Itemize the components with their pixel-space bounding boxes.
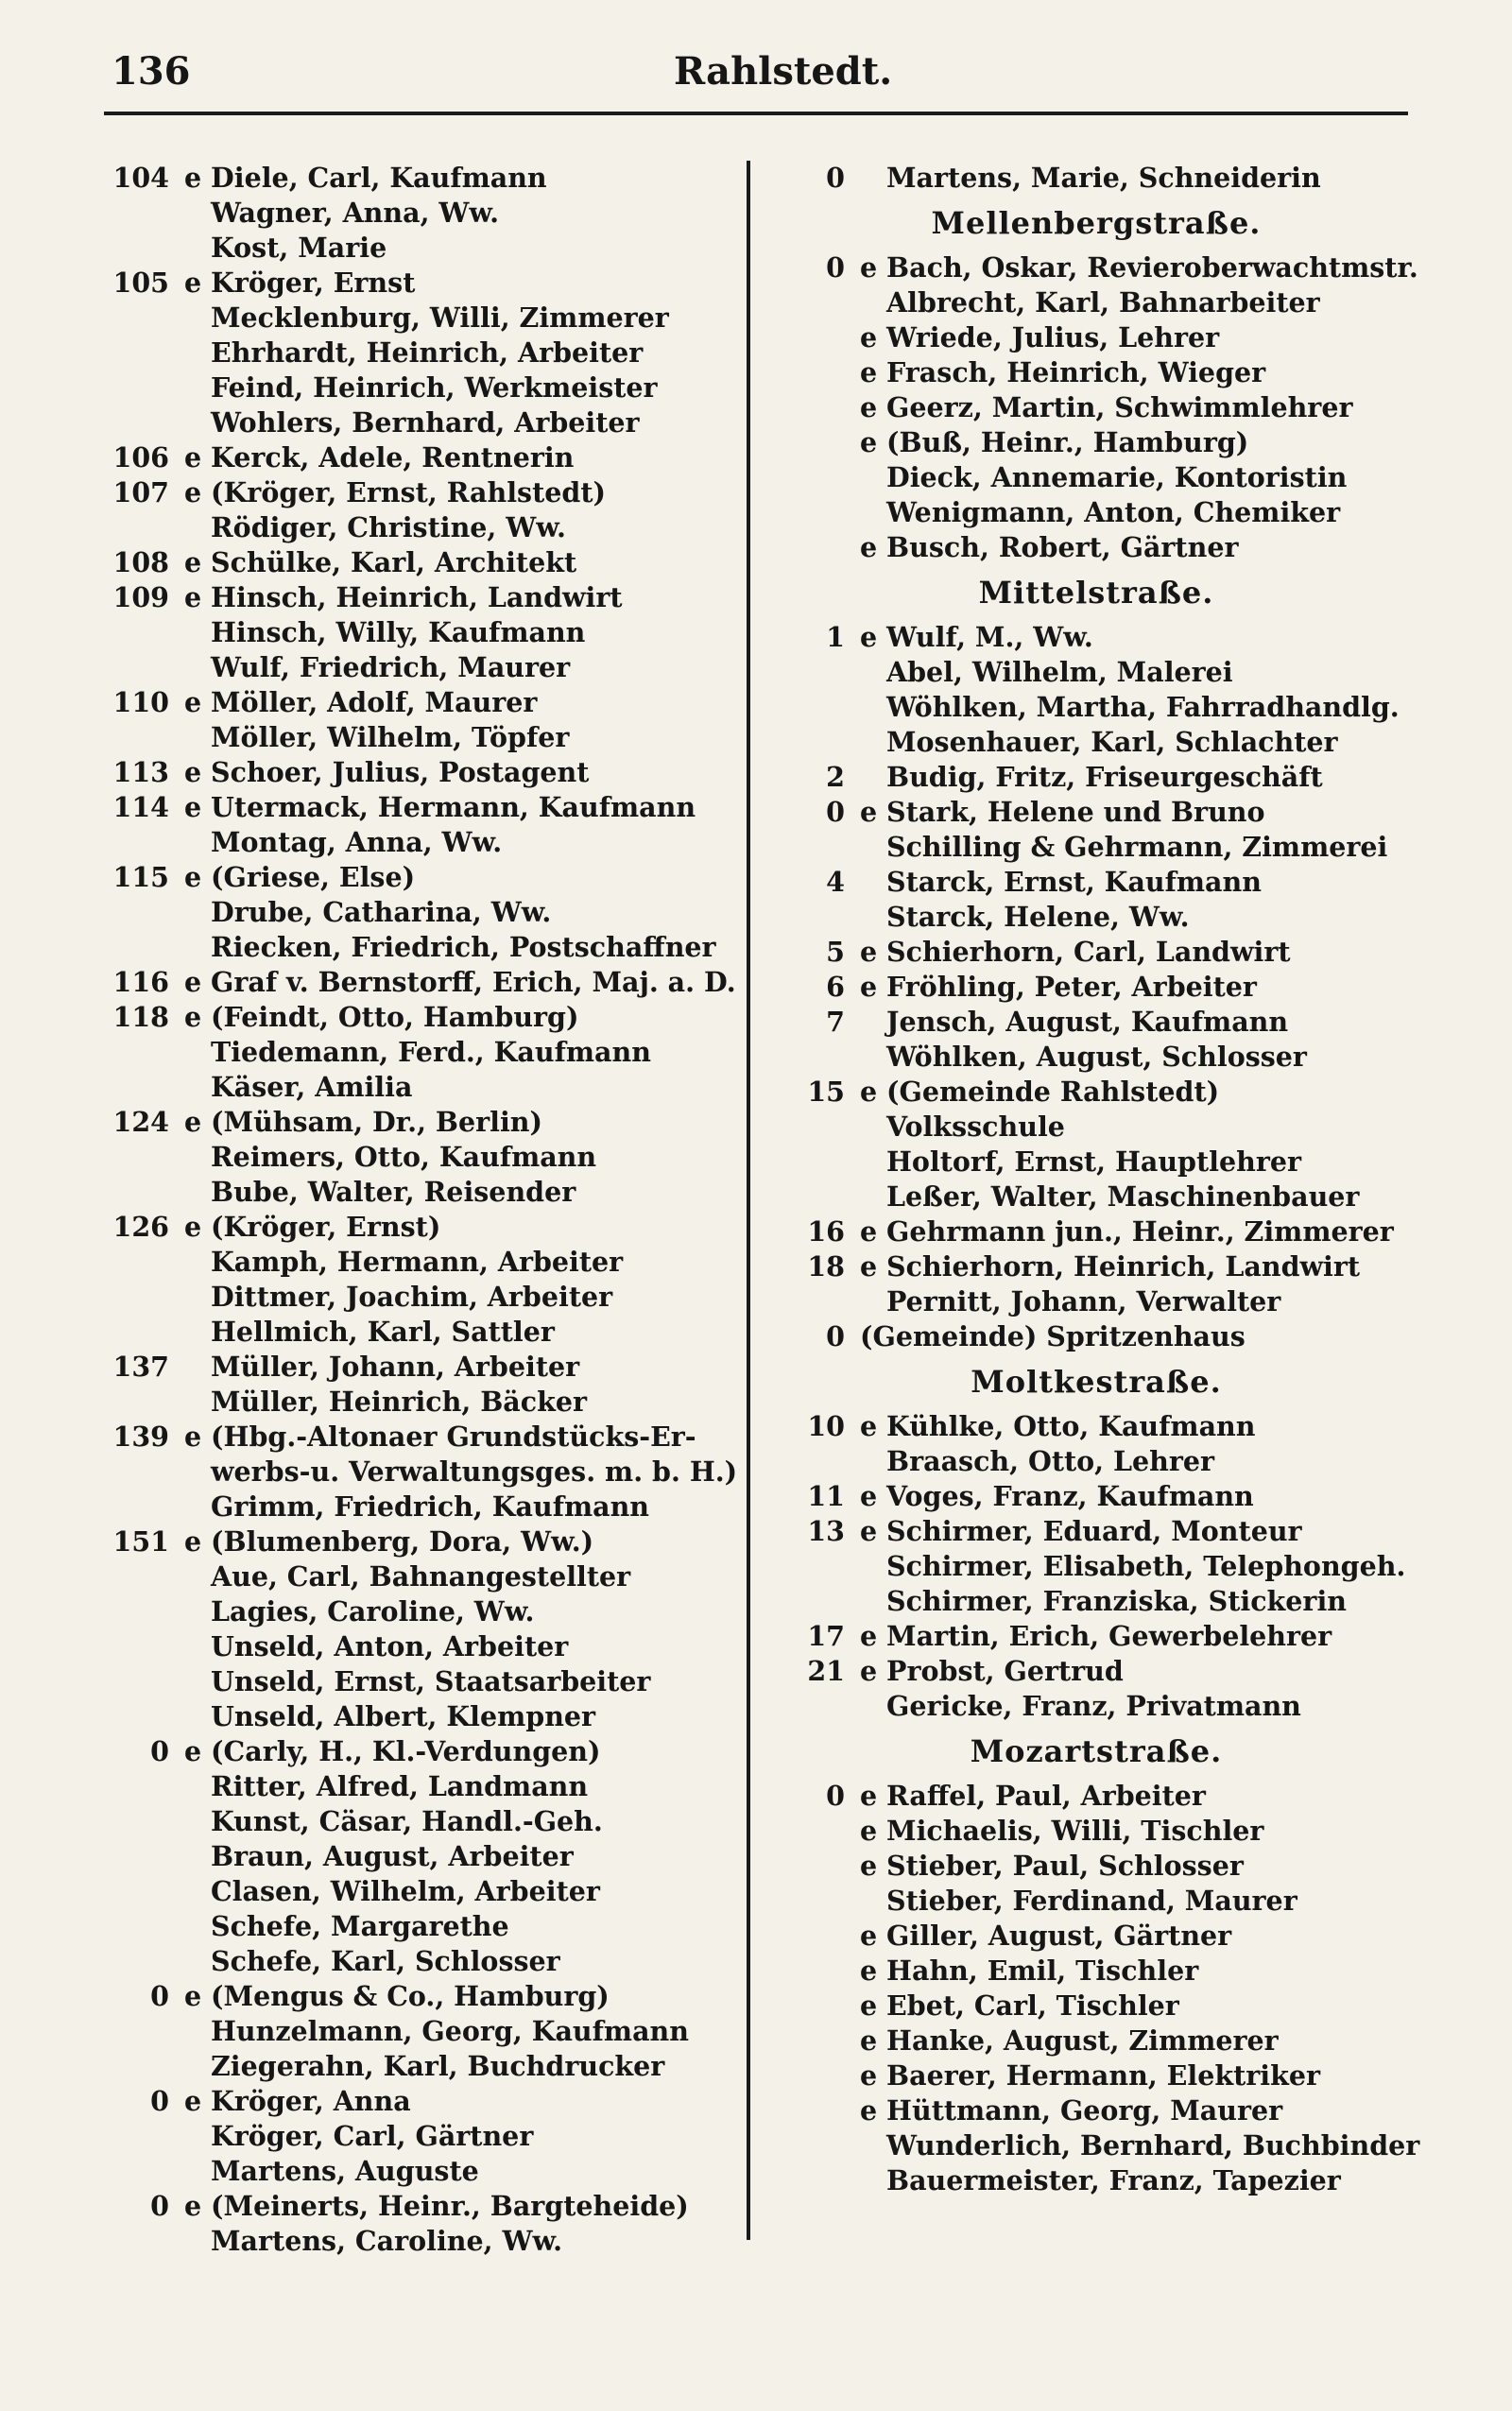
entry-text: Pernitt, Johann, Verwalter [886,1285,1281,1317]
entry-text: (Gemeinde) Spritzenhaus [860,1320,1246,1352]
entry-text: Wunderlich, Bernhard, Buchbinder [886,2129,1420,2161]
directory-entry [109,545,737,580]
entry-text: e Bach, Oskar, Revieroberwachtmstr. [860,251,1418,284]
entry-text: Ritter, Alfred, Landmann [211,1770,589,1802]
entry-text: Mosenhauer, Karl, Schlachter [886,726,1338,758]
directory-entry [109,1140,737,1175]
house-number: 18 [807,1250,845,1283]
entry-text: Wagner, Anna, Ww. [211,197,500,229]
directory-entry [109,1455,737,1490]
directory-entry [109,196,737,231]
directory-entry [109,720,737,755]
directory-entry [109,1350,737,1385]
entry-text: Reimers, Otto, Kaufmann [211,1141,597,1173]
entry-text: Albrecht, Karl, Bahnarbeiter [886,286,1320,319]
directory-entry [784,760,1408,795]
entry-text: e Kröger, Ernst [184,267,416,299]
directory-entry [109,266,737,301]
directory-entry [784,865,1408,900]
directory-entry [784,2163,1408,2198]
house-number: 106 [112,441,169,474]
entry-text: e Fröhling, Peter, Arbeiter [860,971,1257,1003]
directory-entry [109,2119,737,2154]
directory-entry [784,285,1408,320]
entry-text: Kröger, Carl, Gärtner [211,2120,534,2152]
directory-entry [784,1654,1408,1689]
directory-entry [784,425,1408,460]
directory-entry [784,900,1408,935]
house-number: 16 [807,1215,845,1248]
entry-text: Rödiger, Christine, Ww. [211,511,566,543]
directory-entry [109,1280,737,1315]
page-header [112,49,1397,106]
directory-entry [784,1989,1408,2024]
entry-text: Abel, Wilhelm, Malerei [886,656,1233,688]
house-number: 0 [826,796,845,828]
house-number: 139 [112,1421,169,1453]
entry-text: e Utermack, Hermann, Kaufmann [184,791,696,823]
house-number: 0 [826,251,845,284]
house-number: 104 [112,162,169,194]
directory-entry [109,1559,737,1594]
entry-text: Tiedemann, Ferd., Kaufmann [211,1036,651,1068]
house-number: 109 [112,581,169,613]
entry-text: Unseld, Anton, Arbeiter [211,1630,569,1662]
entry-text: Wohlers, Bernhard, Arbeiter [211,406,640,439]
entry-text: Wöhlken, August, Schlosser [886,1041,1307,1073]
entry-text: Montag, Anna, Ww. [211,826,503,858]
entry-text: Kunst, Cäsar, Handl.-Geh. [211,1805,603,1837]
directory-entry [784,2128,1420,2163]
directory-entry [784,1409,1408,1444]
entry-text: e Busch, Robert, Gärtner [860,531,1239,563]
house-number: 15 [807,1076,845,1108]
entry-text: Mecklenburg, Willi, Zimmerer [211,301,669,334]
directory-entry [109,161,737,196]
entry-text: e (Blumenberg, Dora, Ww.) [184,1525,594,1558]
entry-text: Unseld, Ernst, Staatsarbeiter [211,1665,651,1697]
directory-entry [109,1524,737,1559]
entry-text: Leßer, Walter, Maschinenbauer [886,1180,1360,1213]
entry-text: Budig, Fritz, Friseurgeschäft [886,761,1323,793]
entry-text: Müller, Heinrich, Bäcker [211,1386,588,1418]
directory-entry [109,1594,737,1629]
directory-entry [784,460,1408,495]
house-number: 0 [826,1780,845,1812]
directory-entry [109,2154,737,2189]
entry-text: Ziegerahn, Karl, Buchdrucker [211,2050,665,2082]
entry-text: e Voges, Franz, Kaufmann [860,1480,1254,1512]
house-number: 115 [112,861,169,893]
directory-entry [109,1804,737,1839]
directory-entry [109,755,737,790]
house-number: 137 [112,1351,169,1383]
entry-text: Schirmer, Elisabeth, Telephongeh. [886,1550,1406,1582]
entry-text: Unseld, Albert, Klempner [211,1700,596,1732]
directory-entry [109,1909,737,1944]
directory-entry [109,965,737,1000]
directory-entry [784,1919,1408,1954]
directory-entry [109,790,737,825]
column-divider [747,161,750,2240]
header-rule [104,112,1408,115]
directory-entry [784,1005,1408,1040]
directory-entry [784,390,1408,425]
entry-text: e Hahn, Emil, Tischler [860,1955,1199,1987]
entry-text: Volksschule [886,1111,1065,1143]
directory-entry [784,530,1408,565]
directory-entry [784,1214,1408,1249]
entry-text: e Baerer, Hermann, Elektriker [860,2059,1320,2092]
directory-entry [784,1075,1408,1110]
entry-text: e Probst, Gertrud [860,1655,1124,1687]
directory-entry [784,655,1408,690]
house-number: 113 [112,756,169,788]
entry-text: Schilling & Gehrmann, Zimmerei [886,831,1388,863]
entry-text: e Kröger, Anna [184,2085,411,2117]
entry-text: Kost, Marie [211,232,387,264]
directory-entry [109,405,737,440]
entry-text: e Hüttmann, Georg, Maurer [860,2094,1283,2127]
directory-entry [109,2049,737,2084]
entry-text: e Gehrmann jun., Heinr., Zimmerer [860,1215,1394,1248]
entry-text: Gericke, Franz, Privatmann [886,1690,1301,1722]
house-number: 116 [112,966,169,998]
entry-text: Hunzelmann, Georg, Kaufmann [211,2015,689,2047]
house-number: 10 [807,1410,845,1442]
entry-text: Käser, Amilia [211,1071,413,1103]
directory-entry [784,690,1408,725]
entry-text: e (Hbg.-Altonaer Grundstücks-Er- [184,1421,696,1453]
directory-entry [109,1315,737,1350]
street-heading: Mozartstraße. [970,1733,1223,1769]
entry-text: Wöhlken, Martha, Fahrradhandlg. [886,691,1400,723]
house-number: 0 [150,2085,169,2117]
entry-text: Feind, Heinrich, Werkmeister [211,371,658,404]
entry-text: Möller, Wilhelm, Töpfer [211,721,570,753]
directory-entry [109,1490,737,1524]
directory-entry [784,355,1408,390]
directory-entry [109,2014,737,2049]
house-number: 105 [112,267,169,299]
house-number: 21 [807,1655,845,1687]
house-number: 151 [112,1525,169,1558]
directory-entry [109,1664,737,1699]
directory-entry [784,1040,1408,1075]
entry-text: e Schierhorn, Heinrich, Landwirt [860,1250,1361,1283]
entry-text: werbs-u. Verwaltungsges. m. b. H.) [211,1455,738,1488]
directory-entry [109,615,737,650]
directory-entry [784,1779,1408,1814]
directory-entry [784,2093,1408,2128]
entry-text: Dieck, Annemarie, Kontoristin [886,461,1348,493]
directory-entry [109,580,737,615]
entry-text: Clasen, Wilhelm, Arbeiter [211,1875,600,1907]
entry-text: e Martin, Erich, Gewerbelehrer [860,1620,1332,1652]
entry-text: Müller, Johann, Arbeiter [211,1351,580,1383]
entry-text: e Schirmer, Eduard, Monteur [860,1515,1302,1547]
street-heading: Moltkestraße. [971,1364,1222,1400]
entry-text: e (Carly, H., Kl.-Verdungen) [184,1735,601,1767]
right-column [784,161,1420,2198]
house-number: 5 [826,936,845,968]
entry-text: Ehrhardt, Heinrich, Arbeiter [211,336,644,369]
directory-entry [784,935,1408,970]
entry-text: e Wulf, M., Ww. [860,621,1093,653]
directory-entry [784,1145,1408,1180]
entry-text: Grimm, Friedrich, Kaufmann [211,1490,650,1523]
entry-text: Martens, Auguste [211,2155,479,2187]
house-number: 110 [112,686,169,718]
entry-text: Lagies, Caroline, Ww. [211,1595,535,1627]
directory-entry [109,1979,737,2014]
entry-text: e (Kröger, Ernst) [184,1211,441,1243]
directory-entry [109,650,737,685]
directory-entry [784,830,1408,865]
directory-entry [109,1734,737,1769]
entry-text: Dittmer, Joachim, Arbeiter [211,1281,613,1313]
directory-entry [109,1629,737,1664]
directory-entry [784,1284,1408,1319]
directory-entry [109,1420,737,1455]
house-number: 2 [826,761,845,793]
directory-entry [784,1549,1408,1584]
directory-entry [109,440,737,475]
directory-entry [109,2084,737,2119]
entry-text: Drube, Catharina, Ww. [211,896,552,928]
entry-text: Bauermeister, Franz, Tapezier [886,2164,1341,2196]
house-number: 126 [112,1211,169,1243]
page-title: Rahlstedt. [674,49,893,94]
directory-entry [109,510,737,545]
directory-entry [109,1874,737,1909]
street-heading: Mellenbergstraße. [931,205,1262,241]
entry-text: e Kerck, Adele, Rentnerin [184,441,575,474]
entry-text: Aue, Carl, Bahnangestellter [211,1560,631,1593]
directory-entry [784,1689,1408,1724]
entry-text: e (Kröger, Ernst, Rahlstedt) [184,476,606,508]
entry-text: e Wriede, Julius, Lehrer [860,321,1220,353]
directory-entry [784,1514,1408,1549]
entry-text: e (Griese, Else) [184,861,416,893]
house-number: 107 [112,476,169,508]
directory-entry [109,1699,737,1734]
house-number: 118 [112,1001,169,1033]
directory-entry [784,495,1408,530]
house-number: 114 [112,791,169,823]
directory-entry [109,2189,737,2224]
entry-text: Kamph, Hermann, Arbeiter [211,1246,624,1278]
directory-entry [109,301,737,336]
directory-entry [109,1175,737,1210]
directory-entry [109,1944,737,1979]
entry-text: e Graf v. Bernstorff, Erich, Maj. a. D. [184,966,736,998]
directory-entry [109,1000,737,1035]
entry-text: Bube, Walter, Reisender [211,1176,576,1208]
entry-text: e Kühlke, Otto, Kaufmann [860,1410,1256,1442]
entry-text: e Geerz, Martin, Schwimmlehrer [860,391,1353,423]
entry-text: Martens, Marie, Schneiderin [886,162,1321,194]
house-number: 0 [150,1735,169,1767]
entry-text: e Diele, Carl, Kaufmann [184,162,547,194]
directory-entry [109,370,737,405]
directory-entry [109,825,737,860]
entry-text: e Schülke, Karl, Architekt [184,546,577,578]
entry-text: e (Mühsam, Dr., Berlin) [184,1106,543,1138]
directory-entry [784,1884,1408,1919]
directory-entry [784,1180,1408,1214]
directory-entry [784,620,1408,655]
directory-entry [784,1444,1408,1479]
entry-text: Starck, Ernst, Kaufmann [886,866,1262,898]
entry-text: Wulf, Friedrich, Maurer [211,651,571,683]
directory-entry [784,250,1418,285]
entry-text: e Schierhorn, Carl, Landwirt [860,936,1291,968]
directory-entry [109,1385,737,1420]
directory-entry [784,1584,1408,1619]
house-number: 0 [150,2190,169,2222]
entry-text: e Frasch, Heinrich, Wieger [860,356,1266,388]
entry-text: e (Gemeinde Rahlstedt) [860,1076,1220,1108]
directory-entry [109,895,737,930]
entry-text: Stieber, Ferdinand, Maurer [886,1885,1297,1917]
house-number: 1 [826,621,845,653]
entry-text: e Raffel, Paul, Arbeiter [860,1780,1206,1812]
directory-entry [109,475,737,510]
entry-text: Jensch, August, Kaufmann [886,1006,1289,1038]
directory-entry [109,1035,737,1070]
entry-text: Riecken, Friedrich, Postschaffner [211,931,716,963]
entry-text: Wenigmann, Anton, Chemiker [886,496,1341,528]
entry-text: e (Buß, Heinr., Hamburg) [860,426,1249,458]
directory-entry [784,1849,1408,1884]
directory-entry [784,795,1408,830]
directory-entry [784,725,1408,760]
house-number: 108 [112,546,169,578]
house-number: 4 [826,866,845,898]
entry-text: e (Mengus & Co., Hamburg) [184,1980,610,2012]
entry-text: e Stieber, Paul, Schlosser [860,1850,1244,1882]
house-number: 7 [826,1006,845,1038]
house-number: 124 [112,1106,169,1138]
directory-entry [784,1110,1408,1145]
directory-entry [109,231,737,266]
entry-text: Holtorf, Ernst, Hauptlehrer [886,1145,1301,1178]
directory-entry [784,1319,1408,1354]
house-number: 13 [807,1515,845,1547]
directory-entry [109,860,737,895]
entry-text: e Ebet, Carl, Tischler [860,1989,1179,2022]
directory-entry [784,2024,1408,2058]
directory-entry [784,320,1408,355]
directory-entry [784,970,1408,1005]
entry-text: Braun, August, Arbeiter [211,1840,574,1872]
directory-entry [109,685,737,720]
entry-text: Braasch, Otto, Lehrer [886,1445,1215,1477]
entry-text: e Schoer, Julius, Postagent [184,756,590,788]
entry-text: e (Feindt, Otto, Hamburg) [184,1001,579,1033]
directory-entry [109,2224,737,2259]
house-number: 0 [826,1320,845,1352]
directory-entry [784,161,1408,196]
directory-entry [109,336,737,370]
entry-text: e Möller, Adolf, Maurer [184,686,538,718]
left-column [109,161,737,2259]
entry-text: Starck, Helene, Ww. [886,901,1190,933]
entry-text: Hinsch, Willy, Kaufmann [211,616,586,648]
entry-text: e Hinsch, Heinrich, Landwirt [184,581,623,613]
directory-entry [784,1954,1408,1989]
entry-text: Hellmich, Karl, Sattler [211,1316,555,1348]
directory-entry [784,1619,1408,1654]
house-number: 11 [807,1480,845,1512]
house-number: 0 [150,1980,169,2012]
entry-text: Schefe, Margarethe [211,1910,509,1942]
page-number: 136 [112,49,191,94]
directory-entry [784,1814,1408,1849]
directory-entry [109,1839,737,1874]
house-number: 6 [826,971,845,1003]
directory-entry [784,2058,1408,2093]
entry-text: e Giller, August, Gärtner [860,1920,1232,1952]
directory-entry [109,1245,737,1280]
directory-entry [109,1769,737,1804]
directory-entry [109,1105,737,1140]
entry-text: e Michaelis, Willi, Tischler [860,1815,1264,1847]
house-number: 17 [807,1620,845,1652]
entry-text: e (Meinerts, Heinr., Bargteheide) [184,2190,689,2222]
entry-text: Schefe, Karl, Schlosser [211,1945,560,1977]
entry-text: Schirmer, Franziska, Stickerin [886,1585,1347,1617]
entry-text: e Stark, Helene und Bruno [860,796,1265,828]
directory-entry [109,1070,737,1105]
street-heading: Mittelstraße. [978,575,1214,611]
house-number: 0 [826,162,845,194]
directory-entry [109,930,737,965]
entry-text: Martens, Caroline, Ww. [211,2225,563,2257]
directory-entry [784,1249,1408,1284]
entry-text: e Hanke, August, Zimmerer [860,2024,1279,2057]
directory-entry [784,1479,1408,1514]
directory-entry [109,1210,737,1245]
